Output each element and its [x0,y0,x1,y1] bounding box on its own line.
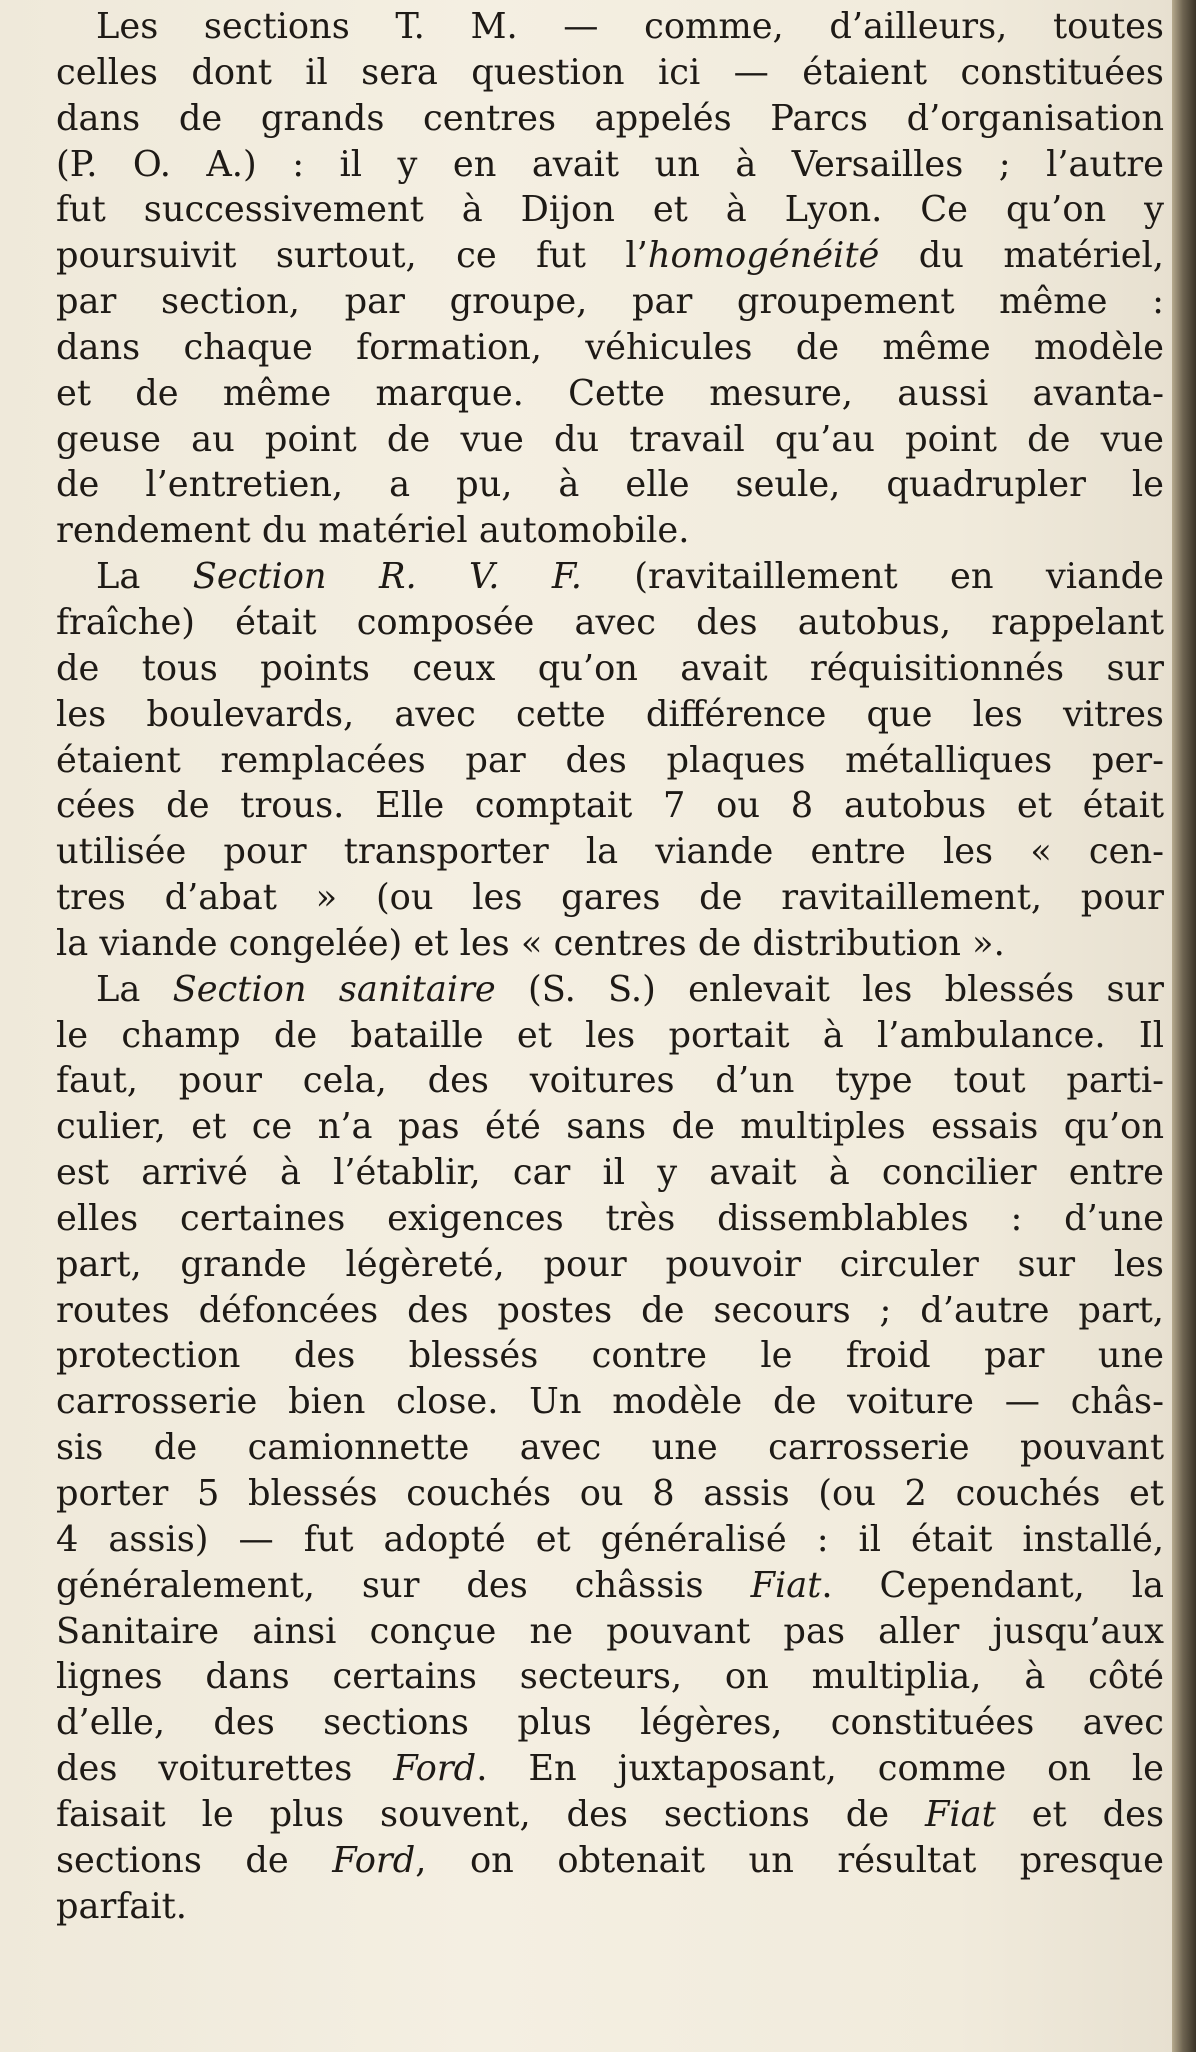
text-segment: étaient remplacées par des plaques métalliques per- [56,739,1164,781]
text-line [56,1654,1164,1700]
text-line [56,1838,1164,1884]
text-segment: la viande congelée) et les « centres de distribution ». [56,922,1005,964]
text-segment: Les sections T. M. — comme, d’ailleurs, toutes [96,6,1164,47]
text-line [56,921,1164,967]
text-segment: (S. S.) enlevait les blessés sur [495,968,1164,1010]
text-line [56,1425,1164,1471]
text-line [56,646,1164,692]
text-segment: généralement, sur des châssis [56,1564,751,1606]
text-line [56,371,1164,417]
italic-segment: Section sanitaire [172,968,496,1010]
text-line [56,1700,1164,1746]
italic-segment: homogénéité [647,235,880,277]
text-segment: et de même marque. Cette mesure, aussi avanta- [56,372,1164,414]
text-line [56,462,1164,508]
text-segment: elles certaines exigences très dissemblables : d’une [56,1197,1164,1239]
text-segment: des voiturettes [56,1748,394,1790]
italic-segment: Section R. V. F. [192,556,582,598]
text-segment: rendement du matériel automobile. [56,510,690,552]
text-segment: parfait. [56,1885,187,1927]
text-segment: cées de trous. Elle comptait 7 ou 8 autobus et était [56,785,1164,827]
text-line [56,1379,1164,1425]
text-line [56,875,1164,921]
text-line [56,692,1164,738]
italic-segment: Ford [332,1839,416,1881]
text-line [56,325,1164,371]
text-segment: les boulevards, avec cette différence que les vitres [56,693,1164,735]
text-line [56,1150,1164,1196]
text-line [56,1333,1164,1379]
text-segment: sections de [56,1839,333,1881]
text-segment: utilisée pour transporter la viande entre les « cen- [56,831,1164,873]
text-segment: . En juxtaposant, comme on le [476,1748,1165,1790]
text-segment: part, grande légèreté, pour pouvoir circuler sur les [56,1243,1164,1285]
text-segment: et des [995,1793,1165,1835]
text-line [56,1471,1164,1517]
text-segment: geuse au point de vue du travail qu’au point de vue [56,418,1164,460]
italic-segment: Fiat [924,1793,996,1835]
text-line [56,1746,1164,1792]
text-line [56,554,1164,600]
page-text [56,4,1164,1929]
text-segment: protection des blessés contre le froid par une [56,1335,1164,1377]
text-line [56,4,1164,50]
text-line [56,1104,1164,1150]
text-segment: de tous points ceux qu’on avait réquisitionnés sur [56,647,1164,689]
text-segment: culier, et ce n’a pas été sans de multiples essais qu’on [56,1106,1164,1148]
text-segment: carrosserie bien close. Un modèle de voiture — châs- [56,1381,1164,1423]
text-segment: La [96,556,193,598]
text-line [56,829,1164,875]
text-segment: 4 assis) — fut adopté et généralisé : il était installé, [56,1518,1164,1560]
text-segment: routes défoncées des postes de secours ; d’autre part, [56,1289,1164,1331]
text-line [56,142,1164,188]
text-segment: par section, par groupe, par groupement même : [56,281,1164,323]
text-segment: porter 5 blessés couchés ou 8 assis (ou 2 couchés et [56,1473,1164,1514]
text-segment: poursuivit surtout, ce fut l’ [56,235,648,277]
text-line [56,279,1164,325]
text-segment: celles dont il sera question ici — étaient constituées [56,51,1164,93]
text-segment: le champ de bataille et les portait à l’ambulance. Il [56,1014,1164,1056]
text-line [56,417,1164,463]
text-segment: faut, pour cela, des voitures d’un type tout parti- [56,1060,1164,1102]
text-line [56,187,1164,233]
text-segment: , on obtenait un résultat presque [415,1839,1164,1881]
text-line [56,1242,1164,1288]
text-line [56,1517,1164,1563]
text-line [56,738,1164,784]
paragraph [56,554,1164,967]
text-segment: dans de grands centres appelés Parcs d’organisation [56,97,1164,139]
text-segment: (P. O. A.) : il y en avait un à Versailles ; l’autre [56,143,1164,185]
text-line [56,600,1164,646]
text-line [56,1196,1164,1242]
text-segment: (ravitaillement en viande [581,556,1164,598]
text-segment: fut successivement à Dijon et à Lyon. Ce qu’on y [56,189,1164,231]
text-line [56,1792,1164,1838]
text-segment: tres d’abat » (ou les gares de ravitaillement, pour [56,877,1164,919]
italic-segment: Fiat [750,1564,822,1606]
text-segment: sis de camionnette avec une carrosserie pouvant [56,1427,1164,1469]
text-segment: est arrivé à l’établir, car il y avait à concilier entre [56,1152,1164,1194]
text-line [56,1058,1164,1104]
text-segment: de l’entretien, a pu, à elle seule, quadrupler le [56,464,1164,506]
text-segment: faisait le plus souvent, des sections de [56,1793,925,1835]
text-line [56,1609,1164,1655]
paragraph [56,967,1164,1930]
text-line [56,1563,1164,1609]
text-segment: d’elle, des sections plus légères, constituées avec [56,1702,1164,1744]
text-segment: fraîche) était composée avec des autobus, rappelant [56,601,1164,643]
page-edge-shadow [1172,0,1196,2052]
text-line [56,1288,1164,1334]
text-line [56,96,1164,142]
text-segment: du matériel, [879,235,1164,277]
text-line [56,967,1164,1013]
text-line [56,508,1164,554]
text-line [56,1013,1164,1059]
text-line [56,783,1164,829]
text-line [56,50,1164,96]
text-segment: Sanitaire ainsi conçue ne pouvant pas aller jusqu’aux [56,1610,1164,1652]
text-line [56,233,1164,279]
paragraph [56,4,1164,554]
text-segment: dans chaque formation, véhicules de même modèle [56,326,1164,368]
text-segment: La [96,968,173,1010]
text-segment: . Cependant, la [821,1564,1164,1606]
italic-segment: Ford [393,1748,477,1790]
text-line [56,1884,1164,1930]
text-segment: lignes dans certains secteurs, on multiplia, à côté [56,1656,1164,1698]
